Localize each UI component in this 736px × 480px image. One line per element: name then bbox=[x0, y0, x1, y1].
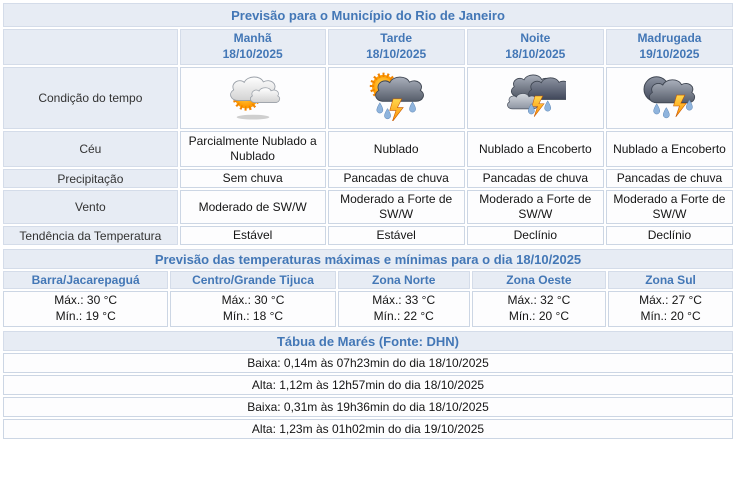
condition-cell-tarde bbox=[328, 67, 465, 129]
ceu-cell: Parcialmente Nublado a Nublado bbox=[180, 131, 326, 167]
zone-header-centro: Centro/Grande Tijuca bbox=[170, 271, 335, 289]
sun-behind-clouds-icon bbox=[222, 71, 284, 121]
row-label-precipitacao: Precipitação bbox=[3, 169, 178, 188]
period-date: 18/10/2025 bbox=[222, 47, 283, 61]
period-date: 19/10/2025 bbox=[639, 47, 700, 61]
period-header-manha bbox=[180, 29, 326, 65]
temp-min: Mín.: 20 °C bbox=[508, 309, 569, 323]
precipitacao-cell: Pancadas de chuva bbox=[467, 169, 604, 188]
zone-header-barra: Barra/Jacarepaguá bbox=[3, 271, 168, 289]
page-title: Previsão para o Município do Rio de Janeiro bbox=[3, 3, 733, 27]
temp-max: Máx.: 33 °C bbox=[372, 293, 436, 308]
temp-min: Mín.: 18 °C bbox=[222, 309, 284, 323]
period-name: Manhã bbox=[233, 31, 272, 46]
temperatures-section-title: Previsão das temperaturas máximas e mínimas para o dia 18/10/2025 bbox=[3, 249, 733, 269]
period-header-madrugada bbox=[606, 29, 733, 65]
tide-row: Alta: 1,12m às 12h57min do dia 18/10/2025 bbox=[3, 375, 733, 395]
ceu-cell: Nublado a Encoberto bbox=[606, 131, 733, 167]
forecast-table bbox=[1, 1, 735, 247]
precipitacao-cell: Pancadas de chuva bbox=[606, 169, 733, 188]
period-date: 18/10/2025 bbox=[366, 47, 427, 61]
row-label-tendencia: Tendência da Temperatura bbox=[3, 226, 178, 245]
thunderstorm-cloud-icon bbox=[638, 71, 700, 121]
temp-cell-sul bbox=[608, 291, 733, 327]
condition-cell-madrugada bbox=[606, 67, 733, 129]
temp-max: Máx.: 32 °C bbox=[507, 293, 571, 308]
temp-cell-barra bbox=[3, 291, 168, 327]
zone-header-norte: Zona Norte bbox=[338, 271, 470, 289]
period-name: Tarde bbox=[380, 31, 413, 46]
period-name: Madrugada bbox=[637, 31, 702, 46]
temp-min: Mín.: 19 °C bbox=[55, 309, 116, 323]
row-label-vento: Vento bbox=[3, 190, 178, 224]
tides-table bbox=[1, 329, 735, 441]
vento-cell: Moderado a Forte de SW/W bbox=[606, 190, 733, 224]
temp-max: Máx.: 27 °C bbox=[639, 293, 702, 308]
tide-row: Baixa: 0,31m às 19h36min do dia 18/10/2025 bbox=[3, 397, 733, 417]
condition-cell-noite bbox=[467, 67, 604, 129]
vento-cell: Moderado de SW/W bbox=[180, 190, 326, 224]
row-label-ceu: Céu bbox=[3, 131, 178, 167]
temp-max: Máx.: 30 °C bbox=[54, 293, 118, 308]
tendencia-cell: Declínio bbox=[467, 226, 604, 245]
vento-cell: Moderado a Forte de SW/W bbox=[328, 190, 465, 224]
period-date: 18/10/2025 bbox=[505, 47, 566, 61]
thunderstorm-clouds-icon bbox=[504, 71, 566, 121]
tide-row: Alta: 1,23m às 01h02min do dia 19/10/2025 bbox=[3, 419, 733, 439]
tides-section-title: Tábua de Marés (Fonte: DHN) bbox=[3, 331, 733, 351]
period-header-tarde bbox=[328, 29, 465, 65]
condition-cell-manha bbox=[180, 67, 326, 129]
temp-cell-centro bbox=[170, 291, 335, 327]
corner-cell bbox=[3, 29, 178, 65]
tendencia-cell: Estável bbox=[180, 226, 326, 245]
row-label-condicao: Condição do tempo bbox=[3, 67, 178, 129]
tide-row: Baixa: 0,14m às 07h23min do dia 18/10/2025 bbox=[3, 353, 733, 373]
ceu-cell: Nublado bbox=[328, 131, 465, 167]
vento-cell: Moderado a Forte de SW/W bbox=[467, 190, 604, 224]
precipitacao-cell: Sem chuva bbox=[180, 169, 326, 188]
ceu-cell: Nublado a Encoberto bbox=[467, 131, 604, 167]
temperatures-table bbox=[1, 247, 735, 329]
zone-header-sul: Zona Sul bbox=[608, 271, 733, 289]
temp-cell-norte bbox=[338, 291, 470, 327]
tendencia-cell: Declínio bbox=[606, 226, 733, 245]
temp-cell-oeste bbox=[472, 291, 606, 327]
zone-header-oeste: Zona Oeste bbox=[472, 271, 606, 289]
period-name: Noite bbox=[520, 31, 551, 46]
precipitacao-cell: Pancadas de chuva bbox=[328, 169, 465, 188]
thunderstorm-with-sun-icon bbox=[365, 71, 427, 121]
period-header-noite bbox=[467, 29, 604, 65]
temp-max: Máx.: 30 °C bbox=[221, 293, 285, 308]
tendencia-cell: Estável bbox=[328, 226, 465, 245]
temp-min: Mín.: 20 °C bbox=[640, 309, 701, 323]
temp-min: Mín.: 22 °C bbox=[373, 309, 434, 323]
